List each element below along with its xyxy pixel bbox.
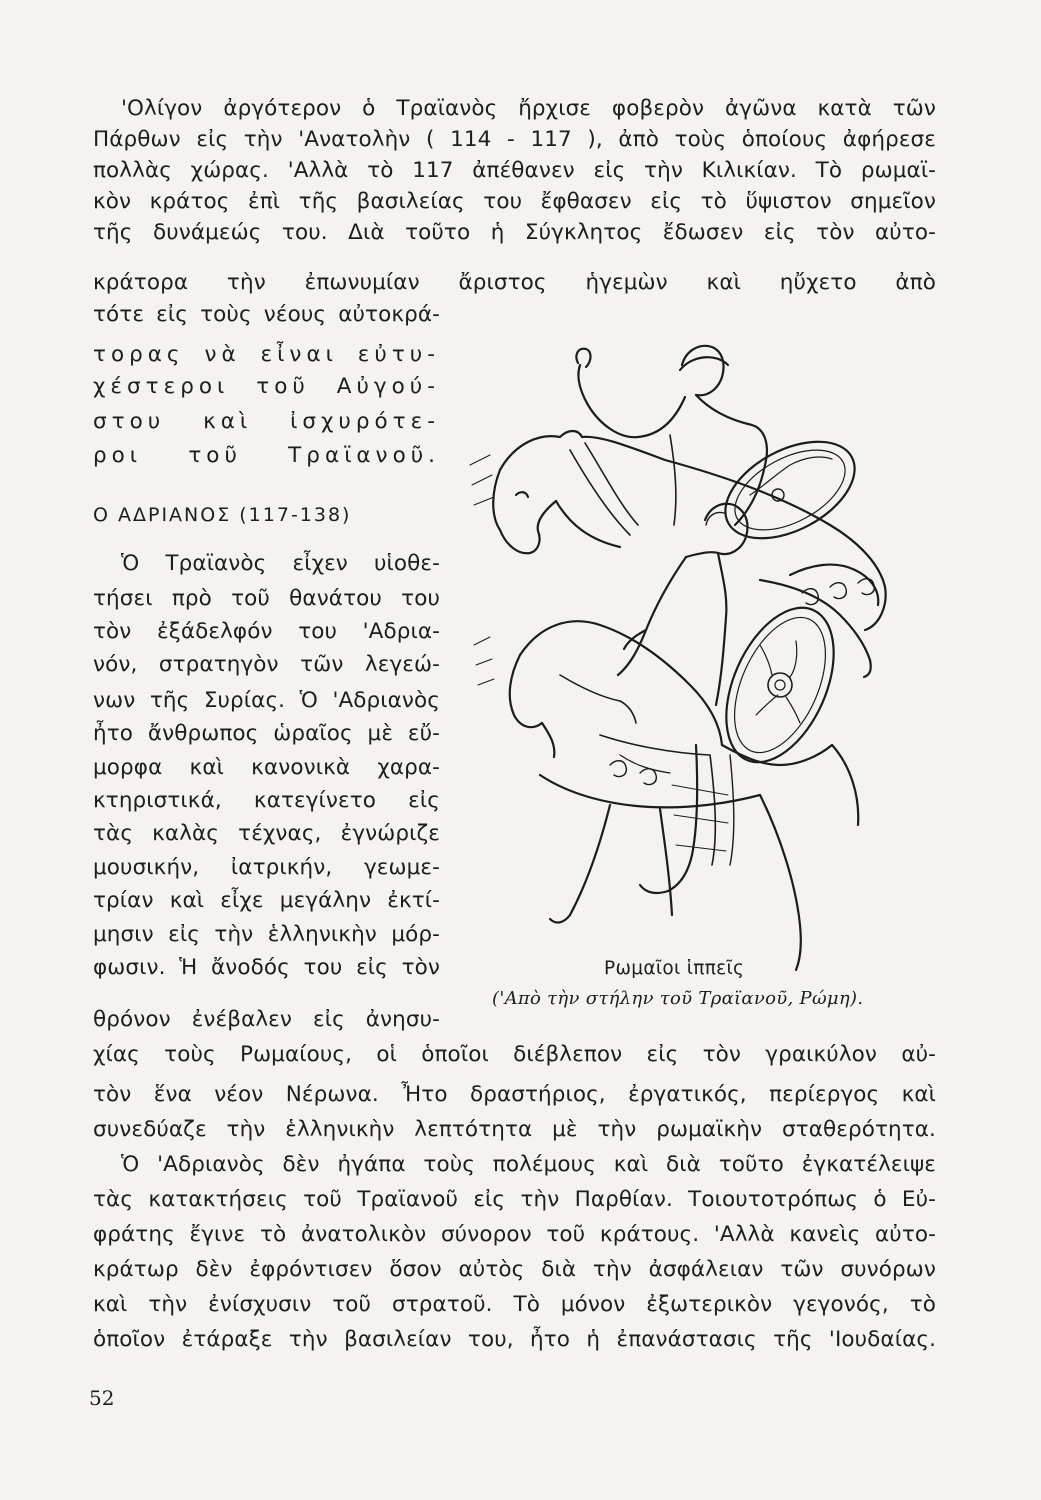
figure-caption-title: Ρωμαῖοι ἱππεῖς (604, 958, 745, 979)
text-line: μησιν εἰς τὴν ἑλληνικὴν μόρ- (93, 922, 440, 947)
text-line: τὰς κατακτήσεις τοῦ Τραϊανοῦ εἰς τὴν Παρθίαν. Τοιουτοτρόπως ὁ Εὐ- (93, 1187, 936, 1212)
text-line: νων τῆς Συρίας. Ὁ 'Αδριανὸς (93, 688, 440, 713)
text-line: μορφα καὶ κανονικὰ χαρα- (93, 755, 440, 780)
text-line: τὸν ἕνα νέον Νέρωνα. Ἦτο δραστήριος, ἐργατικός, περίεργος καὶ (93, 1082, 936, 1107)
text-line: Ὁ 'Αδριανὸς δὲν ἠγάπα τοὺς πολέμους καὶ διὰ τοῦτο ἐγκατέλειψε (121, 1152, 936, 1177)
text-line: τορας νὰ εἶναι εὐτυ- (93, 342, 440, 367)
text-line: χέστεροι τοῦ Αὐγού- (93, 374, 440, 399)
text-line: ἦτο ἄνθρωπος ὡραῖος μὲ εὔ- (93, 721, 440, 746)
text-line: συνεδύαζε τὴν ἑλληνικὴν λεπτότητα μὲ τὴν ρωμαϊκὴν σταθερότητα. (93, 1117, 936, 1142)
text-line: κράτορα τὴν ἐπωνυμίαν ἄριστος ἡγεμὼν καὶ ηὔχετο ἀπὸ (93, 270, 936, 295)
text-line: φράτης ἔγινε τὸ ἀνατολικὸν σύνορον τοῦ κράτους. 'Αλλὰ κανεὶς αὐτο- (93, 1222, 936, 1247)
text-line: στου καὶ ἰσχυρότε- (93, 409, 440, 434)
illustration-roman-horsemen (460, 325, 930, 975)
text-line: τῆς δυνάμεώς του. Διὰ τοῦτο ἡ Σύγκλητος ἔδωσεν εἰς τὸν αὐτο- (93, 220, 936, 245)
text-line: χίας τοὺς Ρωμαίους, οἱ ὁποῖοι διέβλεπον εἰς τὸν γραικύλον αὐ- (93, 1042, 936, 1067)
text-line: τὸν ἐξάδελφόν του 'Αδρια- (93, 619, 440, 644)
text-line: κτηριστικά, κατεγίνετο εἰς (93, 788, 440, 813)
text-line: τὰς καλὰς τέχνας, ἐγνώριζε (93, 821, 440, 846)
text-line: πολλὰς χώρας. 'Αλλὰ τὸ 117 ἀπέθανεν εἰς τὴν Κιλικίαν. Τὸ ρωμαϊ- (93, 158, 936, 183)
text-line: κὸν κράτος ἐπὶ τῆς βασιλείας του ἔφθασεν εἰς τὸ ὕψιστον σημεῖον (93, 189, 936, 214)
page-number: 52 (89, 1386, 115, 1410)
text-line: ροι τοῦ Τραϊανοῦ. (93, 443, 440, 468)
text-line: Πάρθων εἰς τὴν 'Ανατολὴν ( 114 - 117 ), ἀπὸ τοὺς ὁποίους ἀφήρεσε (93, 127, 936, 152)
section-heading: Ο ΑΔΡΙΑΝΟΣ (117-138) (93, 504, 352, 526)
text-line: τήσει πρὸ τοῦ θανάτου του (93, 586, 440, 611)
text-line: φωσιν. Ἡ ἄνοδός του εἰς τὸν (93, 955, 440, 980)
text-line: μουσικήν, ἰατρικήν, γεωμε- (93, 855, 440, 880)
text-line: θρόνον ἐνέβαλεν εἰς ἀνησυ- (93, 1007, 440, 1032)
text-line: τρίαν καὶ εἶχε μεγάλην ἐκτί- (93, 888, 440, 913)
text-line: ὁποῖον ἐτάραξε τὴν βασιλείαν του, ἦτο ἡ ἐπανάστασις τῆς 'Ιουδαίας. (93, 1327, 936, 1352)
text-line: κράτωρ δὲν ἐφρόντισεν ὅσον αὐτὸς διὰ τὴν ἀσφάλειαν τῶν συνόρων (93, 1257, 936, 1282)
text-line: 'Ολίγον ἀργότερον ὁ Τραϊανὸς ἤρχισε φοβερὸν ἀγῶνα κατὰ τῶν (121, 96, 936, 121)
figure-caption-source: ('Απὸ τὴν στήλην τοῦ Τραϊανοῦ, Ρώμη). (492, 988, 864, 1009)
text-line: καὶ τὴν ἐνίσχυσιν τοῦ στρατοῦ. Τὸ μόνον ἐξωτερικὸν γεγονός, τὸ (93, 1292, 936, 1317)
text-line: νόν, στρατηγὸν τῶν λεγεώ- (93, 652, 440, 677)
text-line: Ὁ Τραϊανὸς εἶχεν υἱοθε- (121, 551, 440, 576)
text-line: τότε εἰς τοὺς νέους αὐτοκρά- (93, 302, 440, 327)
